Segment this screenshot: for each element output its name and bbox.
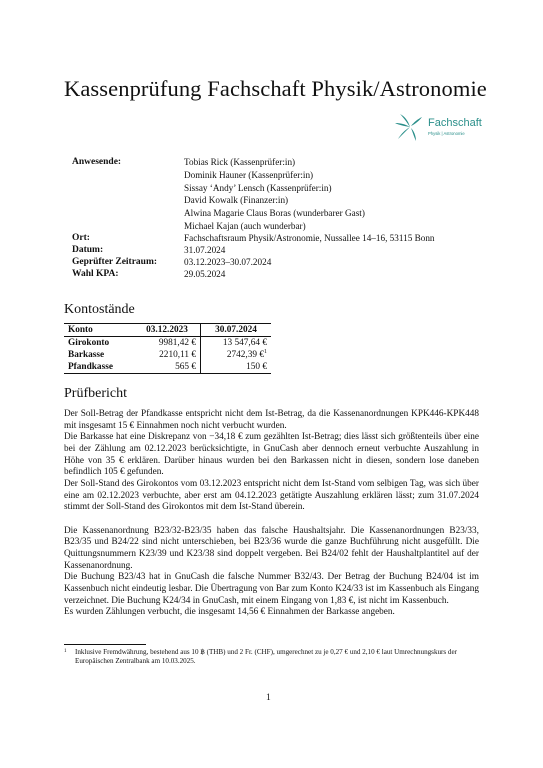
logo-name: Fachschaft bbox=[428, 117, 482, 129]
anwesende-person: Dominik Hauner (Kassenprüfer:in) bbox=[184, 170, 314, 180]
anwesende-person: Michael Kajan (auch wunderbar) bbox=[184, 221, 306, 231]
kontostaende-heading: Kontostände bbox=[64, 302, 135, 317]
kontostaende-table bbox=[64, 323, 271, 374]
pruefbericht-heading: Prüfbericht bbox=[64, 386, 127, 401]
report-paragraph: Der Soll-Stand des Girokontos vom 03.12.2023 entspricht nicht dem Ist-Stand vom selbigen Tag, was sich über eine am 02.12.2023 verbuchte, aber erst am 04.12.2023 getätigte Auszahlung erklären lässt; zum 31.07.2024 stimmt der Soll-Stand des Girokontos mit dem Ist-Stand überein. bbox=[64, 478, 479, 513]
konto-name: Pfandkasse bbox=[68, 362, 113, 372]
ort-value: Fachschaftsraum Physik/Astronomie, Nussallee 14–16, 53115 Bonn bbox=[184, 233, 435, 243]
report-paragraph: Der Soll-Betrag der Pfandkasse entspricht nicht dem Ist-Betrag, da die Kassenanordnungen KPK446-KPK448 mit insgesamt 15 € Einnahmen noch nicht verbucht wurden. bbox=[64, 409, 479, 431]
report-paragraph: Die Barkasse hat eine Diskrepanz von −34,18 € zum gezählten Ist-Betrag; dies lässt sich größtenteils über eine bei der Zählung am 02.12.2023 berücksichtigte, in GnuCash aber dennoch erneut verbuchte Auszahlung in Höhe von 35 € erklären. Darüber hinaus wurden bei den Barkassen nicht in diesen, sondern lose daneben befindlich 105 € gefunden. bbox=[64, 432, 479, 478]
report-paragraph: Die Kassenanordnung B23/32-B23/35 haben das falsche Haushaltsjahr. Die Kassenanordnungen B23/33, B23/35 und B24/22 sind nicht unterschieben, bei B23/36 wurde die ganze Buchführung nicht ausgefüllt. Die Quittungsnummern K23/39 und K23/38 sind doppelt vergeben. Bei B24/02 fehlt der Haushaltplantitel auf der Kassenanordnung. bbox=[64, 525, 479, 571]
anwesende-person: Tobias Rick (Kassenprüfer:in) bbox=[184, 157, 296, 167]
report-paragraph: Es wurden Zählungen verbucht, die insgesamt 14,56 € Einnahmen der Barkasse angeben. bbox=[64, 607, 395, 618]
konto-balance-end-cell bbox=[201, 349, 272, 361]
konto-balance-end: 2742,39 € bbox=[226, 350, 264, 360]
anwesende-person: Alwina Magarie Claus Boras (wunderbarer Gast) bbox=[184, 208, 365, 218]
zeitraum-value: 03.12.2023–30.07.2024 bbox=[184, 257, 272, 267]
footnote-marker: 1 bbox=[264, 348, 267, 355]
footnote-rule bbox=[64, 644, 146, 645]
page-number: 1 bbox=[266, 693, 271, 703]
konto-name: Girokonto bbox=[68, 338, 110, 348]
datum-label: Datum: bbox=[72, 245, 104, 255]
anwesende-label: Anwesende: bbox=[72, 157, 122, 167]
table-header-row bbox=[64, 324, 271, 337]
anwesende-person: Sissay ‘Andy’ Lensch (Kassenprüfer:in) bbox=[184, 183, 332, 193]
column-header-date-start: 03.12.2023 bbox=[134, 324, 201, 337]
footnote-number: 1 bbox=[64, 649, 67, 654]
table-row bbox=[64, 337, 271, 350]
zeitraum-label: Geprüfter Zeitraum: bbox=[72, 257, 158, 267]
ort-label: Ort: bbox=[72, 233, 90, 243]
kpa-value: 29.05.2024 bbox=[184, 269, 226, 279]
konto-balance-start: 9981,42 € bbox=[134, 337, 201, 350]
pruefbericht-body bbox=[64, 409, 479, 619]
konto-name: Barkasse bbox=[68, 350, 105, 360]
footnote bbox=[64, 648, 480, 666]
footnote-text: Inklusive Fremdwährung, bestehend aus 10 ฿ (THB) und 2 Fr. (CHF), umgerechnet zu je 0,27 € und 2,10 € laut Umrechnungskurs der Europäischen Zentralbank am 10.03.2025. bbox=[75, 648, 457, 665]
document-title: Kassenprüfung Fachschaft Physik/Astronomie bbox=[64, 76, 487, 101]
konto-balance-end: 150 € bbox=[246, 362, 267, 372]
kpa-label: Wahl KPA: bbox=[72, 269, 119, 279]
anwesende-person: David Kowalk (Finanzer:in) bbox=[184, 195, 289, 205]
logo-subtitle: Physik | Astronomie bbox=[428, 131, 465, 136]
konto-balance-start: 565 € bbox=[134, 361, 201, 374]
column-header-date-end: 30.07.2024 bbox=[215, 325, 257, 335]
konto-balance-start: 2210,11 € bbox=[134, 349, 201, 361]
column-header-konto: Konto bbox=[68, 325, 93, 335]
table-row bbox=[64, 349, 271, 361]
table-row bbox=[64, 361, 271, 374]
konto-balance-end: 13 547,64 € bbox=[222, 338, 267, 348]
datum-value: 31.07.2024 bbox=[184, 245, 226, 255]
report-paragraph: Die Buchung B23/43 hat in GnuCash die falsche Nummer B32/43. Der Betrag der Buchung B24/04 ist im Kassenbuch nicht eindeutig lesbar. Die Übertragung von Bar zum Konto K24/33 ist im Kassenbuch als Eingang verzeichnet. Die Buchung K24/34 in GnuCash, mit einem Eingang von 1,83 €, ist nicht im Kassenbuch. bbox=[64, 572, 479, 606]
